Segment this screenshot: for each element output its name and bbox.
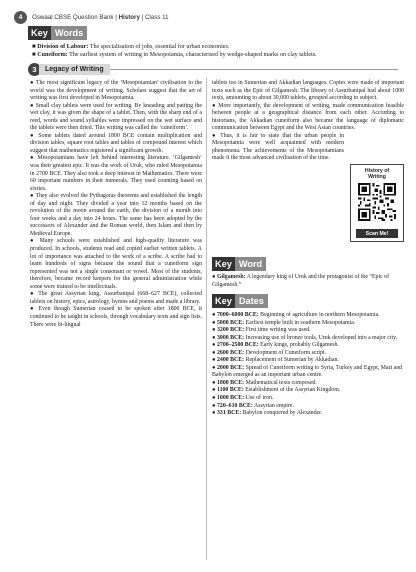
right-column (212, 80, 404, 163)
paragraph: ● More importantly, the development of writing, made communication feasible between people at a geographical distance from each other. According to historians, the Akkadian cuneiform also became the language of diplomatic communication between Egypt and the West Asian countries. (212, 102, 404, 132)
date-item: ● 331 BCE: Babylon conquered by Alexander. (212, 410, 323, 417)
header-class: Class 11 (144, 13, 169, 21)
key-word-tag: Key Word (212, 257, 266, 271)
key-word-definition: ● Gilgamesh: A legendary king of Uruk and the protagonist of the “Epic of Gilgamesh.” (212, 274, 390, 288)
qr-code-icon (358, 183, 396, 221)
key-word-item: ■ Cuneiform: The earliest system of writing in Mesopotamia, characterised by wedge-shaped marks on clay tablets. (32, 52, 317, 58)
date-item: ● 1800 BCE: Mathematical texts composed. (212, 379, 317, 386)
date-item: ● 7000–6000 BCE: Beginning of agriculture in northern Mesopotamia. (212, 312, 380, 318)
section-heading (28, 63, 398, 76)
date-item: ● 3000 BCE: Increasing use of bronze tools, Uruk developed into a major city. (212, 334, 398, 341)
date-item: ● 2400 BCE: Replacement of Sumerian by Akkadian. (212, 357, 339, 364)
key-dates-list (212, 312, 404, 418)
paragraph: ● Some tablets dated around 1800 BCE contain multiplication and division tables, square root tables and tables of compound interest which suggest that mathematics registered a significant growth. (30, 132, 202, 154)
section-number: 3 (28, 63, 41, 76)
page-header: 4 Oswaal CBSE Question Bank | History | Class 11 (14, 10, 169, 24)
paragraph: ● They also evolved the Pythagoras theorems and established the length of day and night. They divided a year into 12 months based on the revolution of the moon around the earth, the division of a month into four weeks and a day into 24 hours. The same has been adopted by the successors of Alexander and the Roman world, then Islam and then by Medieval Europe. (30, 193, 202, 237)
paragraph: ● Thus, it is fair to state that the urban people in Mesopotamia were well acquainted with modern phenomena. The achievements of the Mesopotamians made it the most advanced civilisation of the time. (212, 132, 344, 162)
header-subject: History (118, 13, 140, 21)
paragraph: ● The great Assyrian king, Assurbanipal (668–627 BCE), collected tablets on history, epics, astrology, hymns and poems and made a library. (30, 291, 202, 305)
paragraph: tablets too in Sumerian and Akkadian languages. Copies were made of important texts such as the Epic of Gilgamesh. The library of Assurbanipal had about 1000 texts, amounting to about 30,000 tablets, grouped according to subject. (212, 80, 404, 102)
paragraph: ● The most significant legacy of the ‘Mesopotamian’ civilisation to the world was the development of writing. Scholars suggest that the art of writing was first developed in Mesopotamia. (30, 80, 202, 102)
section-rule (110, 69, 398, 70)
paragraph: ● Mesopotamians have left behind interesting literature. ‘Gilgamesh’ was their greatest epic. It was the work of Uruk, who ruled Mesopotamia in 2700 BCE. They also took a deep interest in Mathematics. There were 60 important numbers in their numerals. They used counting based on sixties. (30, 155, 202, 192)
left-column (30, 80, 202, 329)
date-item: ● 2000 BCE: Spread of Cuneiform writing to Syria, Turkey and Egypt, Mari and Babylon emerged as an important urban centre. (212, 364, 403, 379)
paragraph: ● Even though Sumerian ceased to be spoken after 1800 BCE, it continued to be taught in schools, through vocabulary texts and sign lists. There were bi-lingual (30, 306, 202, 328)
date-item: ● 5000 BCE: Earliest temple built in southern Mesopotamia. (212, 319, 356, 326)
key-words-list (32, 43, 402, 59)
header-brand: Oswaal CBSE Question Bank (32, 13, 114, 21)
paragraph: ● Small clay tablets were used for writing. By kneading and patting the wet clay, it was given the shape of a tablet. Then, with the sharp end of a reed, words and sound syllables were impressed on the wet surface and the tablets were then dried. This writing was called the ‘cuneiform’. (30, 102, 202, 132)
date-item: ● 1000 BCE: Use of iron. (212, 395, 274, 402)
date-item: ● 1100 BCE: Establishment of the Assyrian Kingdom. (212, 387, 341, 394)
key-dates-tag: Key Dates (212, 294, 268, 308)
key-word-item: ■ Division of Labour: The specialisation of jobs, essential for urban economies. (32, 44, 230, 50)
column-divider (206, 78, 207, 560)
scan-me-label: Scan Me! (356, 229, 398, 238)
date-item: ● 2700–2500 BCE: Early kings, probably Gilgamesh. (212, 342, 339, 349)
date-item: ● 3200 BCE: First time writing was used. (212, 327, 311, 334)
key-words-tag: Key Words (28, 26, 87, 40)
date-item: ● 2600 BCE: Development of Cuneiform script. (212, 349, 327, 356)
section-title: Legacy of Writing (39, 64, 110, 75)
date-item: ● 720–610 BCE: Assyrian empire. (212, 402, 294, 409)
page-number: 4 (14, 11, 27, 24)
qr-code-box[interactable]: History of Writing Scan Me! (350, 164, 404, 242)
paragraph: ● Many schools were established and high-quality literature was produced. In schools, students read and copied earlier written tablets. A lot of importance was attached to the work of a scribe. A scribe had to learn hundreds of signs because the sound that a cuneiform sign represented was not a single consonant or vowel. Most of the students, therefore, became record keepers for the general administration while some were trained to be intellectuals. (30, 238, 202, 290)
